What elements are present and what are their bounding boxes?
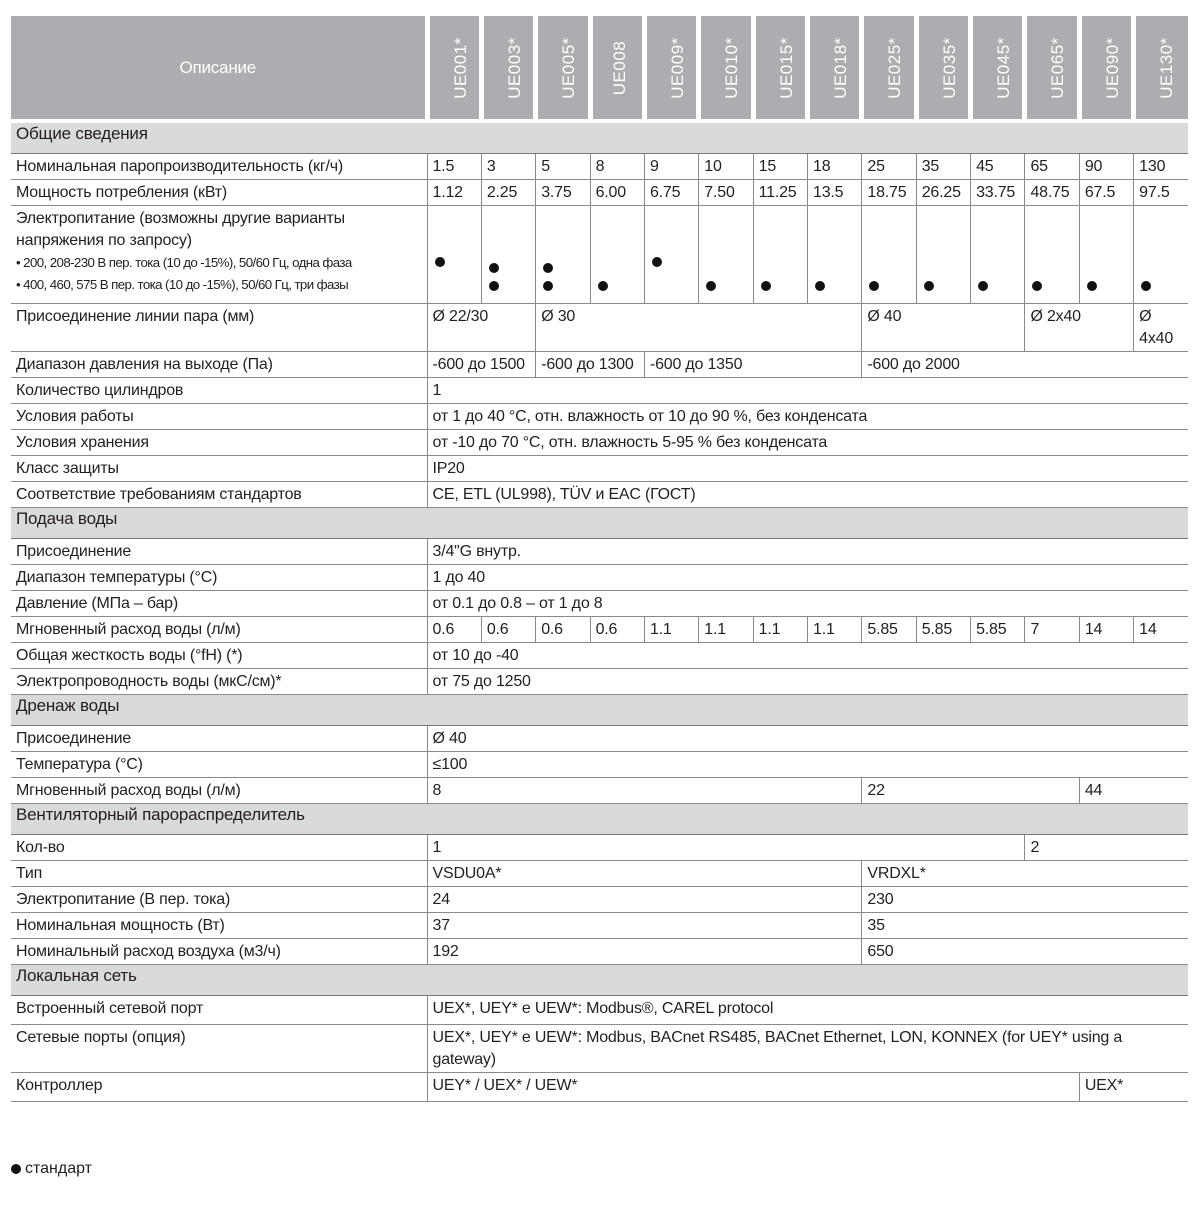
cell-value: 1.1 [753,617,807,643]
cell-value: 7 [1025,617,1079,643]
supply-cell [699,206,753,304]
model-header: UE001* [427,16,481,119]
cell-value: 3 [481,154,535,180]
cell-value: 2 [1025,835,1188,861]
cell-value: 24 [427,887,862,913]
model-header: UE025* [862,16,916,119]
three-phase-dot-icon [1032,281,1042,291]
row-builtin-port [11,996,1188,1025]
cell-value: Ø 4x40 [1134,304,1188,352]
row-operating-conditions [11,404,1188,430]
row-label: Присоединение линии пара (мм) [11,304,427,352]
row-fan-power [11,913,1188,939]
cell-value: 1.1 [699,617,753,643]
supply-cell [590,206,644,304]
cell-value: 14 [1079,617,1133,643]
cell-value: 7.50 [699,180,753,206]
header-row [11,16,1188,119]
supply-cell [971,206,1025,304]
row-power-supply [11,206,1188,304]
row-standards [11,482,1188,508]
cell-value: CE, ETL (UL998), TÜV и EAC (ГОСТ) [427,482,1188,508]
row-water-hardness [11,643,1188,669]
row-label: Класс защиты [11,456,427,482]
cell-value: 5.85 [862,617,916,643]
cell-value: -600 до 2000 [862,352,1188,378]
row-fan-qty [11,835,1188,861]
three-phase-dot-icon [761,281,771,291]
row-label: Мощность потребления (кВт) [11,180,427,206]
model-header: UE008 [590,16,644,119]
bullet-dot-icon [11,1164,21,1174]
row-label: Номинальная мощность (Вт) [11,913,427,939]
section-title: Локальная сеть [11,965,1188,996]
cell-value: Ø 40 [427,726,1188,752]
cell-value: 13.5 [808,180,862,206]
cell-value: 35 [862,913,1188,939]
row-water-temp [11,565,1188,591]
three-phase-dot-icon [489,281,499,291]
supply-cell [536,206,590,304]
cell-value: UEX*, UEY* e UEW*: Modbus, BACnet RS485, BACnet Ethernet, LON, KONNEX (for UEY* using a gateway) [427,1025,1188,1073]
cell-value: -600 до 1350 [644,352,861,378]
single-phase-dot-icon [489,263,499,273]
row-protection-class [11,456,1188,482]
cell-value: 14 [1134,617,1188,643]
model-header: UE018* [808,16,862,119]
three-phase-dot-icon [1087,281,1097,291]
section-general [11,123,1188,154]
cell-value: Ø 40 [862,304,1025,352]
cell-value: 0.6 [427,617,481,643]
cell-value: 22 [862,778,1079,804]
cell-value: 1.1 [808,617,862,643]
row-water-pressure [11,591,1188,617]
cell-value: -600 до 1500 [427,352,536,378]
row-steam-capacity [11,154,1188,180]
three-phase-dot-icon [869,281,879,291]
cell-value: ≤100 [427,752,1188,778]
cell-value: 0.6 [536,617,590,643]
section-network [11,965,1188,996]
row-label: Электропроводность воды (мкС/см)* [11,669,427,695]
supply-option-three-phase: • 400, 460, 575 В пер. тока (10 до -15%), 50/60 Гц, три фазы [16,277,349,292]
cell-value: от 10 до -40 [427,643,1188,669]
supply-cell [481,206,535,304]
row-label: Диапазон температуры (°C) [11,565,427,591]
cell-value: от 1 до 40 °C, отн. влажность от 10 до 90 %, без конденсата [427,404,1188,430]
cell-value: Ø 22/30 [427,304,536,352]
supply-option-single-phase: • 200, 208-230 В пер. тока (10 до -15%), 50/60 Гц, одна фаза [16,255,352,270]
description-header: Описание [11,16,427,119]
row-label: Встроенный сетевой порт [11,996,427,1025]
row-label: Присоединение [11,539,427,565]
supply-label-line2: напряжения по запросу) [16,232,192,249]
model-header: UE065* [1025,16,1079,119]
single-phase-dot-icon [652,257,662,267]
row-label: Сетевые порты (опция) [11,1025,427,1073]
cell-value: UEX* [1079,1073,1188,1102]
cell-value: 192 [427,939,862,965]
model-header: UE010* [699,16,753,119]
cell-value: 130 [1134,154,1188,180]
row-label: Температура (°C) [11,752,427,778]
cell-value: 5.85 [971,617,1025,643]
single-phase-dot-icon [543,263,553,273]
row-label: Присоединение [11,726,427,752]
section-water-supply [11,508,1188,539]
row-label: Номинальный расход воздуха (м3/ч) [11,939,427,965]
supply-label-line1: Электропитание (возможны другие варианты [16,210,345,227]
cell-value: от 0.1 до 0.8 – от 1 до 8 [427,591,1188,617]
cell-value: 1.12 [427,180,481,206]
cell-value: 2.25 [481,180,535,206]
cell-value: 1 [427,835,1025,861]
cell-value: 35 [916,154,970,180]
cell-value: 1 [427,378,1188,404]
cell-value: 67.5 [1079,180,1133,206]
legend-label: стандарт [25,1160,92,1177]
row-label: Мгновенный расход воды (л/м) [11,617,427,643]
section-title: Подача воды [11,508,1188,539]
row-label: Количество цилиндров [11,378,427,404]
cell-value: 26.25 [916,180,970,206]
cell-value: Ø 2x40 [1025,304,1134,352]
row-drain-temperature [11,752,1188,778]
row-label: Тип [11,861,427,887]
row-label: Кол-во [11,835,427,861]
row-optional-ports [11,1025,1188,1073]
row-label: Номинальная паропроизводительность (кг/ч) [11,154,427,180]
cell-value: 18.75 [862,180,916,206]
cell-value: 5 [536,154,590,180]
cell-value: VSDU0A* [427,861,862,887]
supply-cell [862,206,916,304]
cell-value: 97.5 [1134,180,1188,206]
section-title: Вентиляторный парораспределитель [11,804,1188,835]
supply-cell [1025,206,1079,304]
cell-value: UEX*, UEY* e UEW*: Modbus®, CAREL protocol [427,996,1188,1025]
cell-value: от -10 до 70 °C, отн. влажность 5-95 % без конденсата [427,430,1188,456]
row-drain-connection [11,726,1188,752]
row-fan-supply [11,887,1188,913]
cell-value: 48.75 [1025,180,1079,206]
row-outlet-pressure [11,352,1188,378]
cell-value: VRDXL* [862,861,1188,887]
cell-value: Ø 30 [536,304,862,352]
three-phase-dot-icon [543,281,553,291]
cell-value: 15 [753,154,807,180]
cell-value: 18 [808,154,862,180]
section-drain [11,695,1188,726]
cell-value: 65 [1025,154,1079,180]
row-steam-connection [11,304,1188,352]
cell-value: 1 до 40 [427,565,1188,591]
section-fan-distributor [11,804,1188,835]
supply-cell [1079,206,1133,304]
row-drain-flow [11,778,1188,804]
row-water-conductivity [11,669,1188,695]
legend [11,1160,92,1178]
row-controller [11,1073,1188,1102]
cell-value: 8 [590,154,644,180]
supply-cell [916,206,970,304]
row-label: Условия работы [11,404,427,430]
three-phase-dot-icon [1141,281,1151,291]
model-header: UE035* [916,16,970,119]
cell-value: 90 [1079,154,1133,180]
row-label: Мгновенный расход воды (л/м) [11,778,427,804]
cell-value: IP20 [427,456,1188,482]
three-phase-dot-icon [978,281,988,291]
row-power [11,180,1188,206]
three-phase-dot-icon [815,281,825,291]
cell-value: UEY* / UEX* / UEW* [427,1073,1079,1102]
cell-value: 6.00 [590,180,644,206]
cell-value: 3.75 [536,180,590,206]
three-phase-dot-icon [706,281,716,291]
cell-value: 9 [644,154,698,180]
row-label: Соответствие требованиям стандартов [11,482,427,508]
cell-value: 44 [1079,778,1188,804]
cell-value: 0.6 [481,617,535,643]
row-label [11,206,427,304]
row-fan-type [11,861,1188,887]
supply-cell [644,206,698,304]
cell-value: от 75 до 1250 [427,669,1188,695]
row-storage-conditions [11,430,1188,456]
three-phase-dot-icon [598,281,608,291]
cell-value: 3/4"G внутр. [427,539,1188,565]
cell-value: 25 [862,154,916,180]
row-cylinders [11,378,1188,404]
row-fan-airflow [11,939,1188,965]
row-water-connection [11,539,1188,565]
cell-value: 230 [862,887,1188,913]
cell-value: 33.75 [971,180,1025,206]
cell-value: 10 [699,154,753,180]
supply-cell [1134,206,1188,304]
section-title: Общие сведения [11,123,1188,154]
model-header: UE009* [644,16,698,119]
model-header: UE130* [1134,16,1188,119]
supply-cell [427,206,481,304]
row-label: Контроллер [11,1073,427,1102]
row-label: Диапазон давления на выходе (Па) [11,352,427,378]
row-water-flow [11,617,1188,643]
spec-table [11,16,1188,1102]
model-header: UE003* [481,16,535,119]
single-phase-dot-icon [435,257,445,267]
cell-value: 0.6 [590,617,644,643]
row-label: Давление (МПа – бар) [11,591,427,617]
model-header: UE045* [971,16,1025,119]
cell-value: 5.85 [916,617,970,643]
row-label: Электропитание (В пер. тока) [11,887,427,913]
supply-cell [753,206,807,304]
cell-value: 8 [427,778,862,804]
spec-table-container [11,16,1188,1102]
cell-value: 1.1 [644,617,698,643]
model-header: UE015* [753,16,807,119]
supply-cell [808,206,862,304]
row-label: Общая жесткость воды (°fH) (*) [11,643,427,669]
cell-value: 1.5 [427,154,481,180]
model-header: UE090* [1079,16,1133,119]
cell-value: -600 до 1300 [536,352,645,378]
cell-value: 11.25 [753,180,807,206]
cell-value: 45 [971,154,1025,180]
model-header: UE005* [536,16,590,119]
cell-value: 650 [862,939,1188,965]
row-label: Условия хранения [11,430,427,456]
section-title: Дренаж воды [11,695,1188,726]
cell-value: 6.75 [644,180,698,206]
three-phase-dot-icon [924,281,934,291]
cell-value: 37 [427,913,862,939]
